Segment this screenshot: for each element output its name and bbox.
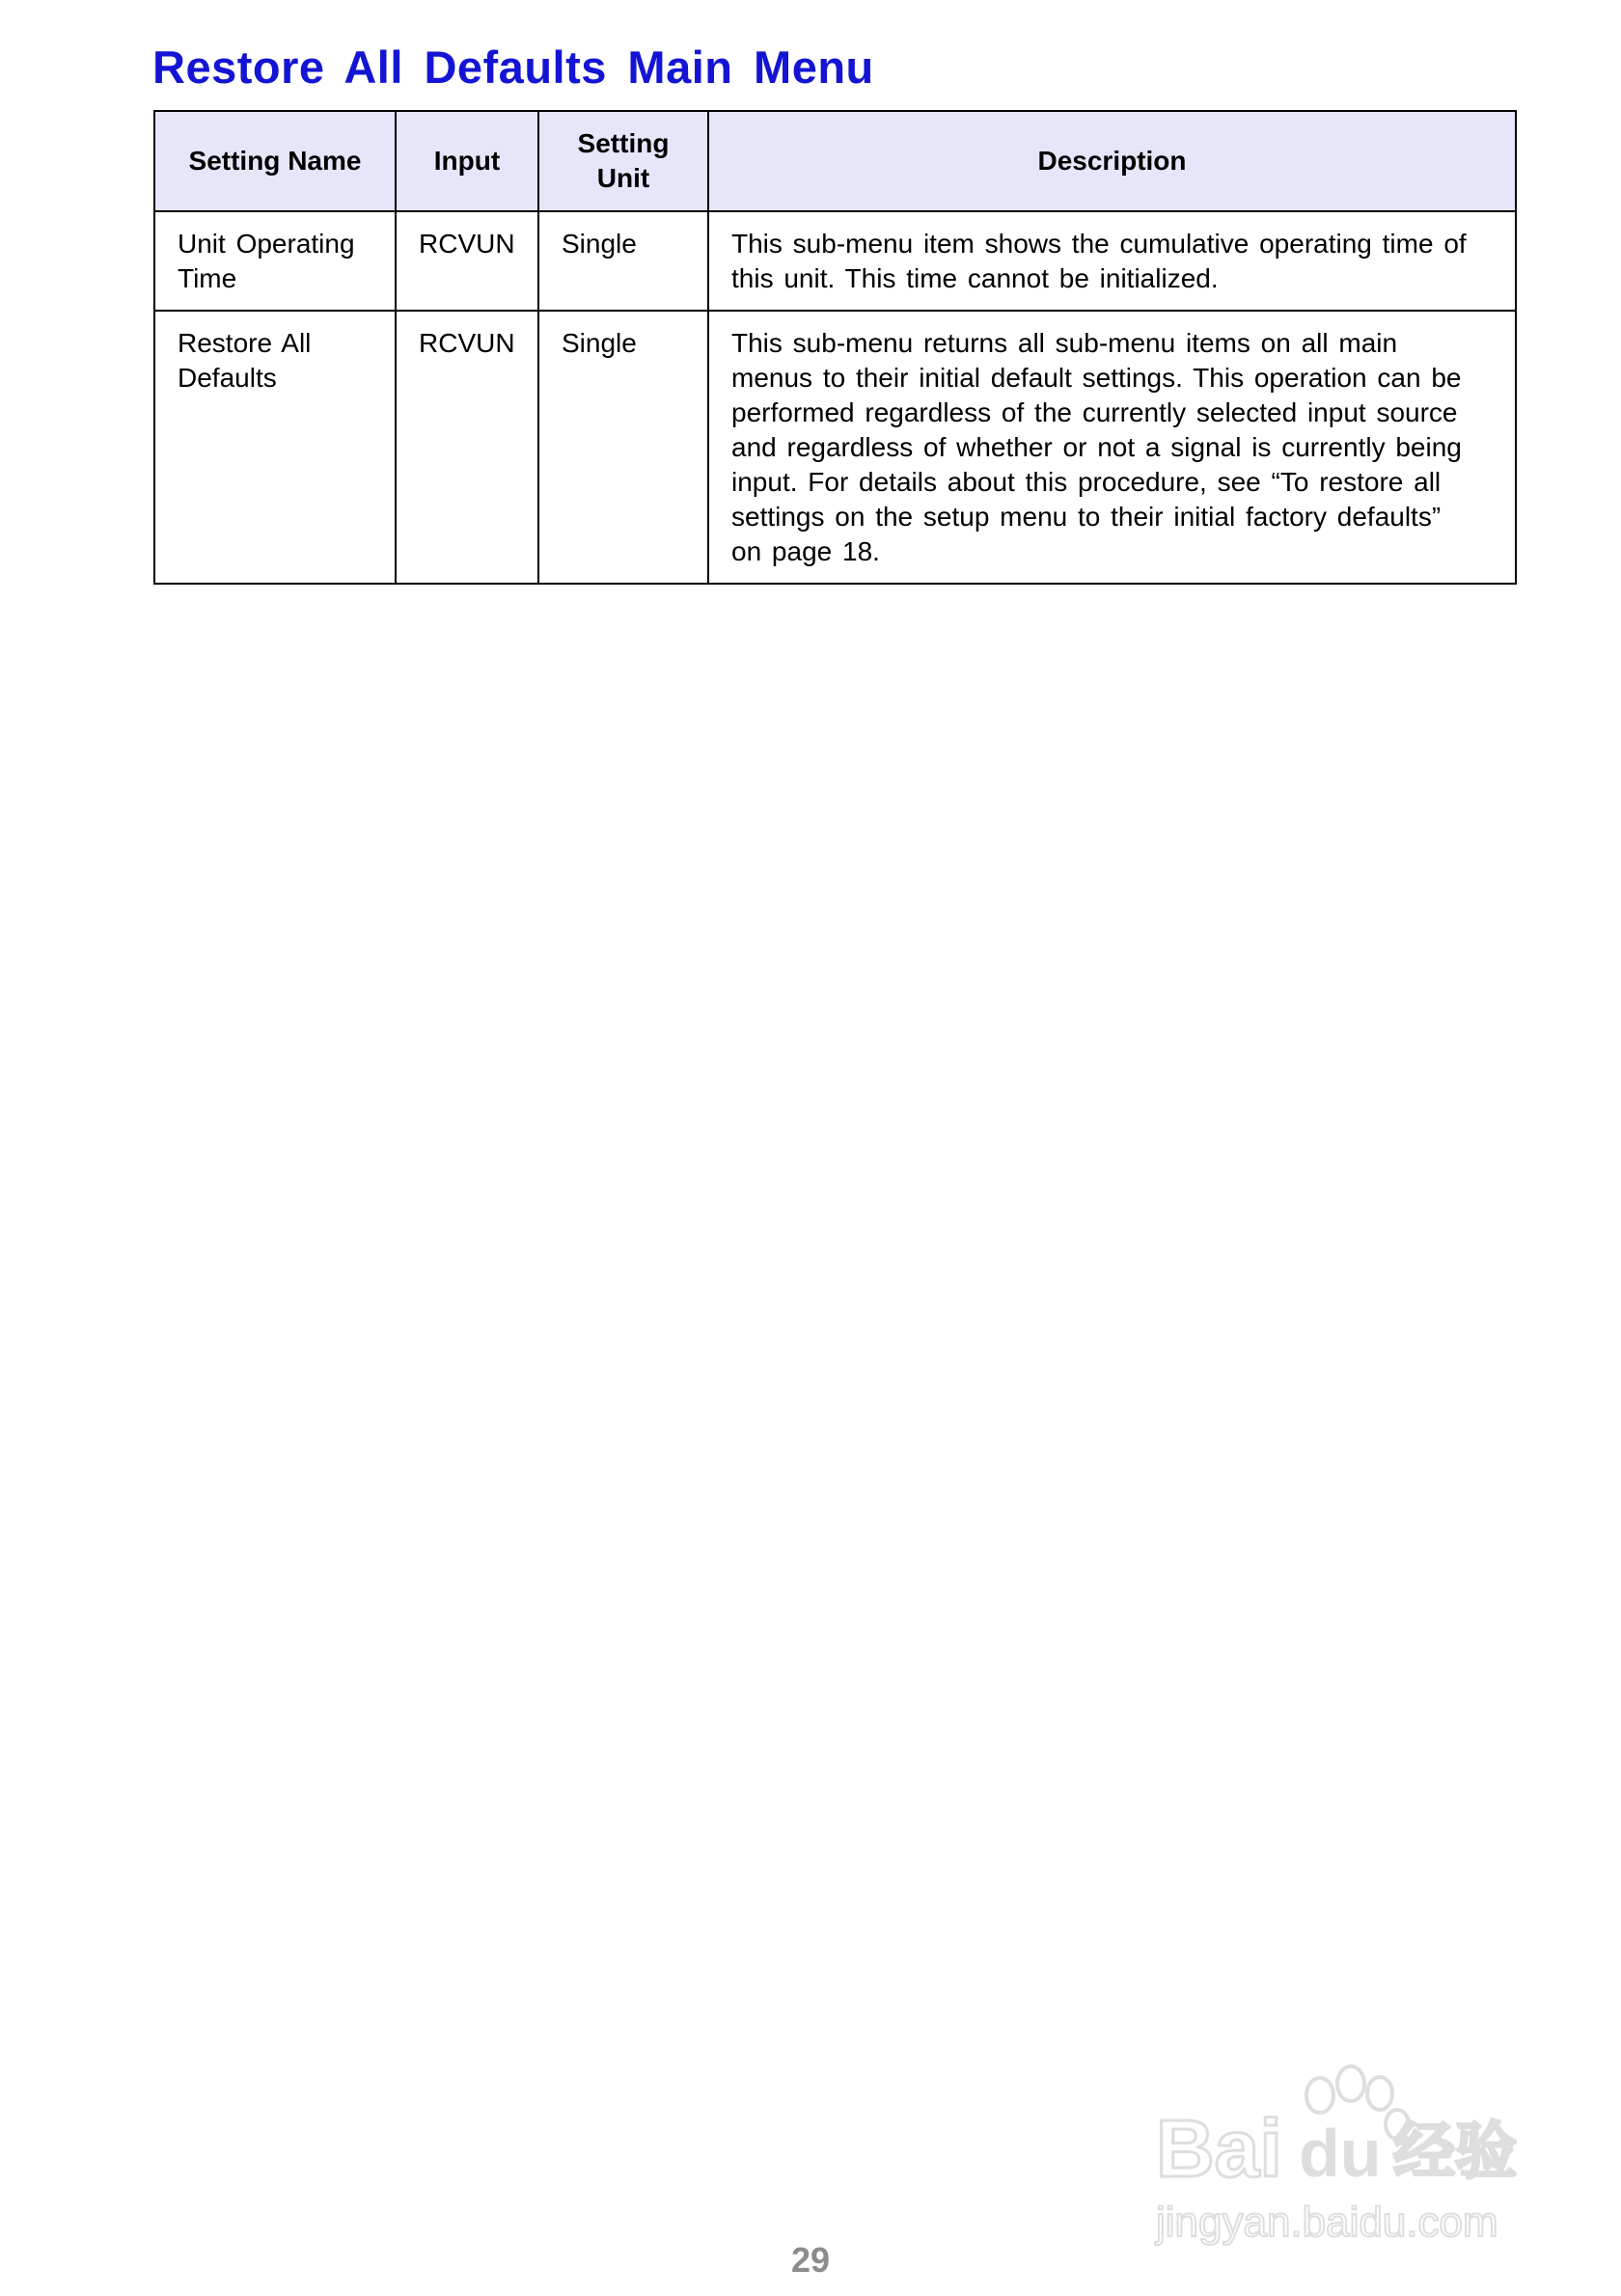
watermark-brand: Bai [1156, 2103, 1282, 2194]
baidu-jingyan-watermark [1154, 2061, 1540, 2254]
page-title: Restore All Defaults Main Menu [152, 41, 874, 93]
page-number: 29 [790, 2240, 831, 2280]
header-description: Description [708, 111, 1516, 211]
header-setting-unit-line2: Unit [596, 163, 650, 193]
settings-table [153, 110, 1517, 585]
cell-setting-unit: Single [538, 311, 708, 584]
cell-setting-unit: Single [538, 211, 708, 311]
cell-description: This sub-menu returns all sub-menu items on all main menus to their initial default settings. This operation can be performed regardless of the currently selected input source and regardless of whether or not a signal is currently being input. For details about this procedure, see “To restore all settings on the setup menu to their initial factory defaults” on page 18. [708, 311, 1516, 584]
cell-description: This sub-menu item shows the cumulative operating time of this unit. This time cannot be initialized. [708, 211, 1516, 311]
header-setting-unit [538, 111, 708, 211]
header-setting-unit-line1: Setting [577, 128, 670, 158]
cell-setting-name: Restore All Defaults [154, 311, 396, 584]
header-input: Input [396, 111, 538, 211]
cell-input: RCVUN [396, 211, 538, 311]
watermark-brand-suffix: du [1299, 2116, 1382, 2191]
watermark-brand-cn: 经验 [1393, 2117, 1517, 2188]
table-row [154, 311, 1516, 584]
header-setting-name: Setting Name [154, 111, 396, 211]
cell-setting-name: Unit Operating Time [154, 211, 396, 311]
cell-input: RCVUN [396, 311, 538, 584]
watermark-url: jingyan.baidu.com [1156, 2199, 1498, 2246]
table-header-row [154, 111, 1516, 211]
table-row [154, 211, 1516, 311]
